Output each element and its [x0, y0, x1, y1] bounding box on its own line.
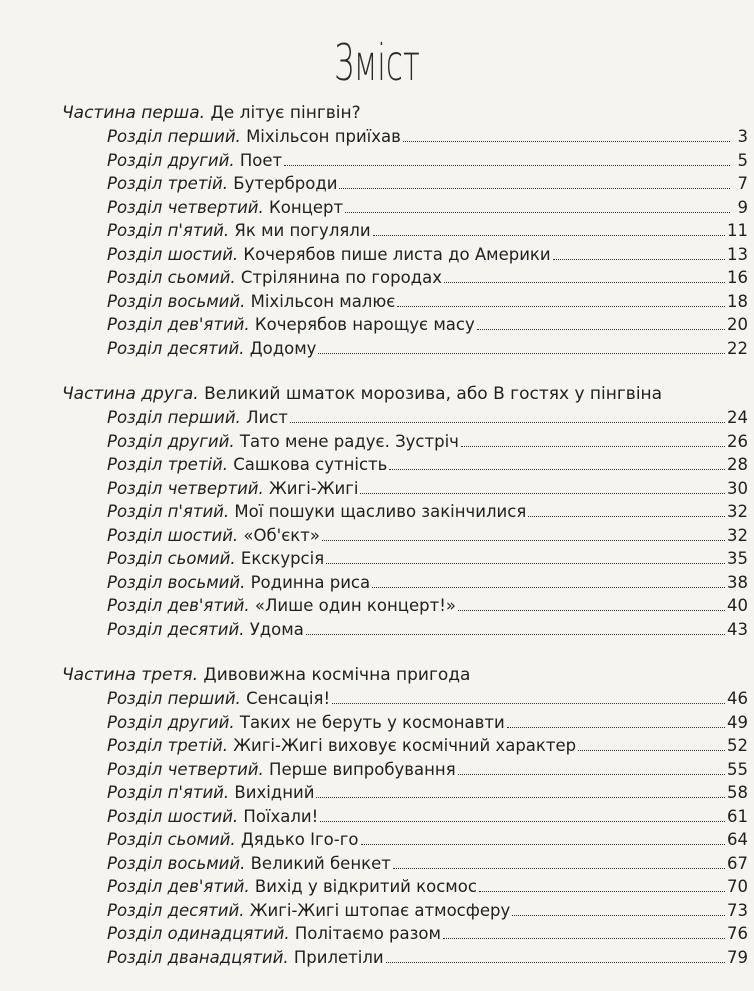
- toc-entry[interactable]: [107, 781, 748, 805]
- chapter-label: Розділ дев'ятий.: [107, 315, 250, 334]
- toc-entry[interactable]: [107, 547, 748, 571]
- chapter-title: Політаємо разом: [294, 924, 441, 943]
- page-number: 38: [727, 572, 748, 592]
- chapter-title: Як ми погуляли: [234, 221, 371, 240]
- toc-entry[interactable]: [107, 406, 748, 430]
- table-of-contents: [0, 101, 754, 991]
- dot-leader: [339, 188, 730, 189]
- page-number: 9: [737, 197, 748, 217]
- chapter-title: Прилетіли: [293, 947, 384, 967]
- page-number: 28: [727, 455, 748, 474]
- toc-entry[interactable]: [107, 290, 748, 314]
- dot-leader: [284, 165, 730, 166]
- toc-entry[interactable]: [107, 500, 748, 524]
- chapter-label: Розділ шостий.: [107, 525, 239, 545]
- chapter-title: Вихід у відкритий космос: [254, 877, 477, 896]
- page-number: 46: [727, 689, 748, 708]
- dot-leader: [512, 915, 725, 916]
- chapter-title: Міхільсон приїхав: [246, 127, 401, 146]
- chapter-label: Розділ одинадцятий.: [107, 924, 290, 943]
- chapter-title: Сенсація!: [246, 689, 331, 708]
- dot-leader: [461, 446, 725, 447]
- chapter-label: Розділ третій.: [107, 455, 229, 474]
- chapter-title: Екскурсія: [240, 549, 325, 568]
- chapter-title: «Лише один концерт!»: [254, 596, 456, 615]
- page-number: 11: [727, 221, 748, 240]
- page-number: 70: [727, 877, 748, 896]
- chapter-label: Розділ сьомий.: [107, 549, 236, 568]
- toc-entry[interactable]: [107, 875, 748, 899]
- toc-entry[interactable]: [107, 430, 748, 454]
- dot-leader: [553, 259, 725, 260]
- toc-part: [0, 663, 754, 969]
- chapter-title: Міхільсон малює: [250, 291, 396, 311]
- dot-leader: [528, 516, 725, 517]
- chapter-label: Розділ другий.: [107, 150, 235, 170]
- toc-entry[interactable]: [107, 946, 748, 970]
- chapter-title: Таких не беруть у космонавти: [239, 712, 505, 732]
- chapter-title: Мої пошуки щасливо закінчилися: [234, 502, 527, 521]
- chapter-title: Лист: [246, 408, 288, 427]
- chapter-title: Поїхали!: [243, 806, 319, 826]
- toc-entry[interactable]: [107, 594, 748, 618]
- dot-leader: [306, 634, 725, 635]
- dot-leader: [320, 821, 725, 822]
- toc-entry[interactable]: [107, 125, 748, 149]
- dot-leader: [361, 844, 726, 845]
- page-number: 61: [727, 806, 748, 826]
- chapter-label: Розділ другий.: [107, 431, 235, 451]
- part-name: Великий шматок морозива, або В гостях у пінгвіна: [204, 384, 663, 404]
- dot-leader: [458, 610, 725, 611]
- toc-entry[interactable]: [107, 313, 748, 337]
- dot-leader: [290, 422, 725, 423]
- toc-entry[interactable]: [107, 899, 748, 923]
- dot-leader: [389, 469, 725, 470]
- chapter-label: Розділ дванадцятий.: [107, 947, 289, 967]
- chapter-label: Розділ третій.: [107, 174, 229, 193]
- toc-entry[interactable]: [107, 477, 748, 501]
- dot-leader: [507, 727, 725, 728]
- toc-entry[interactable]: [107, 618, 748, 642]
- chapter-label: Розділ третій.: [107, 736, 229, 755]
- dot-leader: [372, 587, 725, 588]
- chapter-title: Родинна риса: [250, 572, 371, 592]
- chapter-title: Стрілянина по городах: [240, 268, 442, 287]
- part-label: Частина перша.: [62, 103, 206, 123]
- toc-entry[interactable]: [107, 266, 748, 290]
- toc-entry[interactable]: [107, 219, 748, 243]
- part-name: Дивовижна космічна пригода: [203, 665, 471, 685]
- dot-leader: [397, 306, 725, 307]
- part-name: Де літує пінгвін?: [210, 103, 361, 123]
- toc-entry[interactable]: [107, 243, 748, 267]
- chapter-label: Розділ десятий.: [107, 619, 245, 639]
- dot-leader: [318, 353, 725, 354]
- dot-leader: [326, 563, 725, 564]
- chapter-title: Бутерброди: [233, 174, 338, 193]
- page-number: 32: [727, 502, 748, 521]
- toc-entry[interactable]: [107, 149, 748, 173]
- dot-leader: [477, 329, 725, 330]
- toc-entry[interactable]: [107, 524, 748, 548]
- page-number: 26: [727, 431, 748, 451]
- chapter-title: Жигі-Жигі виховує космічний характер: [233, 736, 577, 755]
- page-number: 20: [727, 315, 748, 334]
- chapter-title: «Об'єкт»: [243, 525, 320, 545]
- chapter-title: Поет: [239, 150, 283, 170]
- dot-leader: [403, 141, 730, 142]
- chapter-title: Кочерябов нарощує масу: [254, 315, 475, 334]
- chapter-label: Розділ перший.: [107, 127, 241, 146]
- page-number: 67: [727, 853, 748, 873]
- page-number: 52: [727, 736, 748, 755]
- toc-entry[interactable]: [107, 571, 748, 595]
- chapter-label: Розділ восьмий.: [107, 853, 246, 873]
- chapter-title: Кочерябов пише листа до Америки: [243, 244, 551, 264]
- toc-entry[interactable]: [107, 453, 748, 477]
- page-number: 58: [727, 783, 748, 802]
- part-title: [62, 382, 754, 406]
- toc-part: [0, 101, 754, 360]
- toc-entry[interactable]: [107, 196, 748, 220]
- chapter-label: Розділ п'ятий.: [107, 502, 230, 521]
- chapter-label: Розділ десятий.: [107, 900, 245, 920]
- chapter-title: Тато мене радує. Зустріч: [239, 431, 459, 451]
- toc-part: [0, 382, 754, 641]
- dot-leader: [479, 891, 725, 892]
- dot-leader: [316, 797, 725, 798]
- page-number: 13: [727, 244, 748, 264]
- part-label: Частина третя.: [62, 665, 198, 685]
- chapter-label: Розділ дев'ятий.: [107, 877, 250, 896]
- chapter-label: Розділ шостий.: [107, 244, 239, 264]
- page-number: 35: [727, 549, 748, 568]
- page-number: 18: [727, 291, 748, 311]
- dot-leader: [393, 868, 725, 869]
- page-number: 79: [727, 947, 748, 967]
- dot-leader: [345, 212, 730, 213]
- part-label: Частина друга.: [62, 384, 199, 404]
- page-number: 5: [737, 150, 748, 170]
- dot-leader: [458, 774, 725, 775]
- toc-entry[interactable]: [107, 922, 748, 946]
- page-title: Зміст: [334, 34, 420, 92]
- chapter-title: Дядько Іго-го: [240, 830, 359, 849]
- toc-entry[interactable]: [107, 172, 748, 196]
- page-number: 64: [727, 830, 748, 849]
- chapter-title: Жигі-Жигі: [269, 478, 359, 498]
- page-number: 40: [727, 596, 748, 615]
- chapter-label: Розділ четвертий.: [107, 478, 264, 498]
- dot-leader: [373, 235, 725, 236]
- dot-leader: [360, 493, 725, 494]
- chapter-label: Розділ перший.: [107, 689, 241, 708]
- chapter-label: Розділ другий.: [107, 712, 235, 732]
- page-number: 3: [737, 127, 748, 146]
- page-number: 7: [737, 174, 748, 193]
- chapter-label: Розділ дев'ятий.: [107, 596, 250, 615]
- dot-leader: [332, 703, 725, 704]
- chapter-title: Перше випробування: [269, 759, 456, 779]
- page-number: 30: [727, 478, 748, 498]
- chapter-label: Розділ восьмий.: [107, 572, 246, 592]
- toc-entry[interactable]: [107, 852, 748, 876]
- page-number: 73: [727, 900, 748, 920]
- page-number: 16: [727, 268, 748, 287]
- part-title: [62, 101, 754, 125]
- toc-entry[interactable]: [107, 805, 748, 829]
- page-number: 76: [727, 924, 748, 943]
- chapter-title: Вихідний: [234, 783, 315, 802]
- toc-entry[interactable]: [107, 337, 748, 361]
- dot-leader: [443, 938, 725, 939]
- toc-entry[interactable]: [107, 711, 748, 735]
- chapter-title: Сашкова сутність: [233, 455, 388, 474]
- page-number: 24: [727, 408, 748, 427]
- chapter-label: Розділ п'ятий.: [107, 783, 230, 802]
- dot-leader: [386, 962, 725, 963]
- chapter-label: Розділ шостий.: [107, 806, 239, 826]
- toc-entry[interactable]: [107, 758, 748, 782]
- dot-leader: [578, 750, 725, 751]
- part-title: [62, 663, 754, 687]
- chapter-label: Розділ перший.: [107, 408, 241, 427]
- dot-leader: [444, 282, 725, 283]
- page-number: 32: [727, 525, 748, 545]
- page-number: 43: [727, 619, 748, 639]
- chapter-title: Жигі-Жигі штопає атмосферу: [249, 900, 511, 920]
- chapter-title: Великий бенкет: [250, 853, 391, 873]
- chapter-title: Удома: [249, 619, 304, 639]
- page-number: 22: [727, 338, 748, 358]
- toc-entry[interactable]: [107, 687, 748, 711]
- toc-entry[interactable]: [107, 828, 748, 852]
- page-number: 55: [727, 759, 748, 779]
- chapter-title: Додому: [249, 338, 317, 358]
- dot-leader: [322, 540, 725, 541]
- chapter-title: Концерт: [269, 197, 344, 217]
- chapter-label: Розділ четвертий.: [107, 759, 264, 779]
- chapter-label: Розділ четвертий.: [107, 197, 264, 217]
- chapter-label: Розділ сьомий.: [107, 268, 236, 287]
- chapter-label: Розділ сьомий.: [107, 830, 236, 849]
- chapter-label: Розділ п'ятий.: [107, 221, 230, 240]
- toc-entry[interactable]: [107, 734, 748, 758]
- page-number: 49: [727, 712, 748, 732]
- chapter-label: Розділ десятий.: [107, 338, 245, 358]
- chapter-label: Розділ восьмий.: [107, 291, 246, 311]
